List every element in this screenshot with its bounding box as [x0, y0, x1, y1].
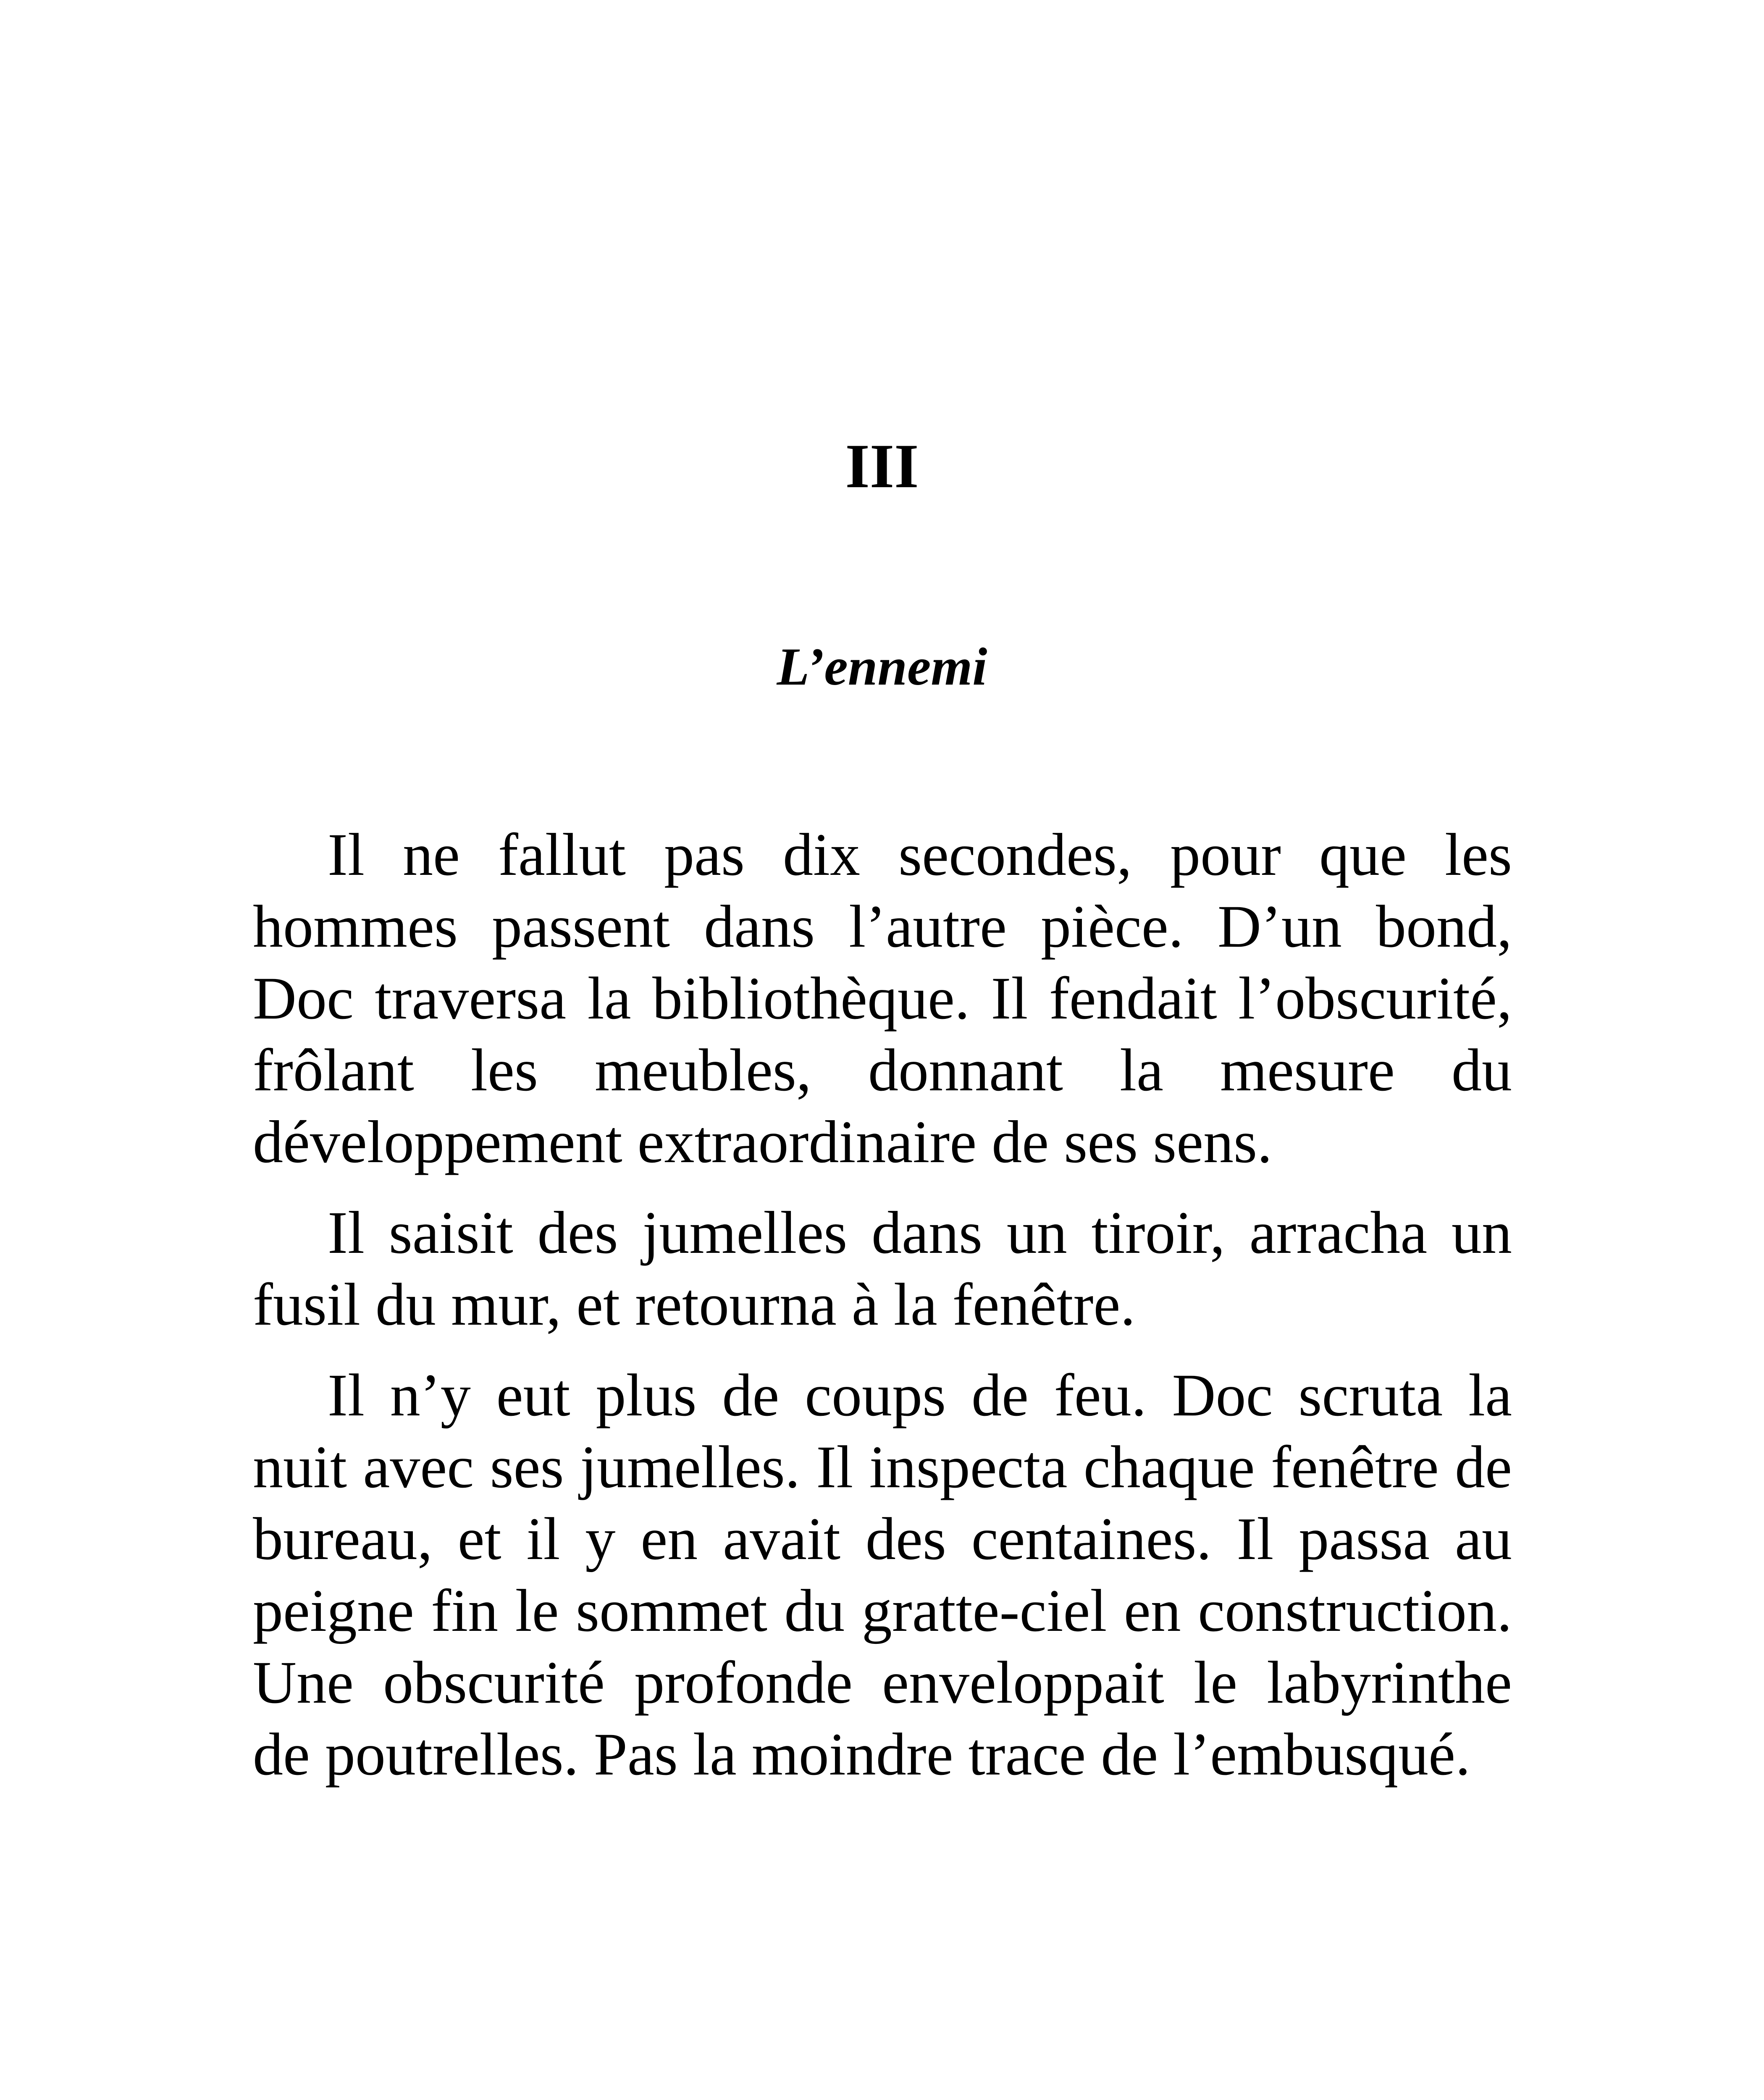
chapter-title: L’ennemi	[777, 638, 987, 696]
paragraph: Il n’y eut plus de coups de feu. Doc scruta la nuit avec ses jumelles. Il inspecta chaque fenêtre de bureau, et il y en avait des centaines. Il passa au peigne fin le sommet du gratte-ciel en construction. Une obscurité profonde enveloppait le labyrinthe de poutrelles. Pas la moindre trace de l’embusqué.	[253, 1362, 1512, 1788]
chapter-body	[253, 819, 1512, 1790]
paragraph: Il saisit des jumelles dans un tiroir, arracha un fusil du mur, et retourna à la fenêtre.	[253, 1200, 1512, 1338]
paragraph: Il ne fallut pas dix secondes, pour que les hommes passent dans l’autre pièce. D’un bond, Doc traversa la bibliothèque. Il fendait l’obscurité, frôlant les meubles, donnant la mesure du développement extraordinaire de ses sens.	[253, 822, 1512, 1176]
chapter-number: III	[845, 431, 919, 501]
